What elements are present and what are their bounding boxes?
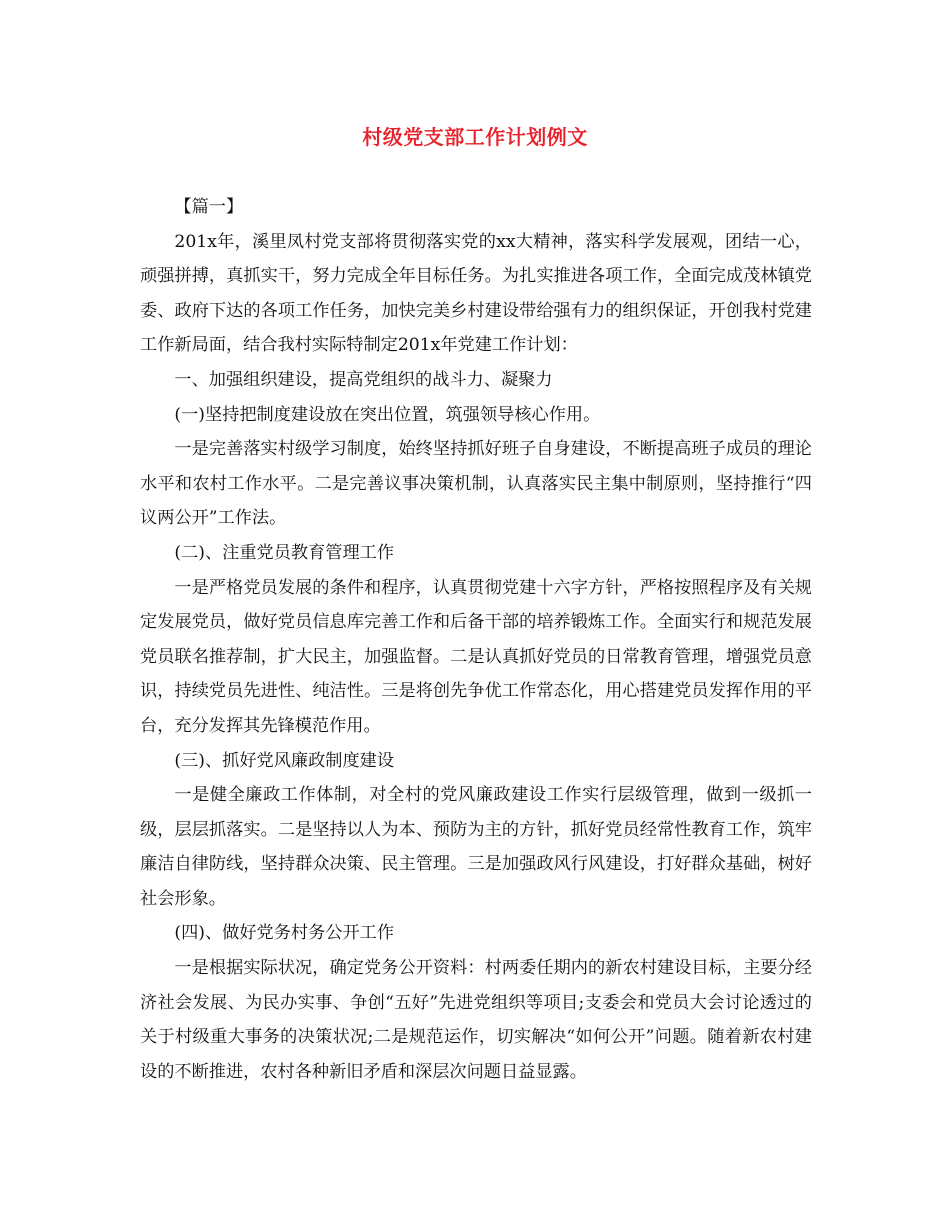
subheading-3: (三)、抓好党风廉政制度建设 xyxy=(174,750,395,771)
paragraph-2: 一是严格党员发展的条件和程序，认真贯彻党建十六字方针，严格按照程序及有关规定发展党员，做好党员信息库完善工作和后备干部的培养锻炼工作。全面实行和规范发展党员联名推荐制，扩大民主，加强监督。二是认真抓好党员的日常教育管理，增强党员意识，持续党员先进性、纯洁性。三是将创先争优工作常态化，用心搭建党员发挥作用的平台，充分发挥其先锋模范作用。 xyxy=(140,577,812,736)
subheading-2: (二)、注重党员教育管理工作 xyxy=(174,542,395,563)
heading-section-one: 一、加强组织建设，提高党组织的战斗力、凝聚力 xyxy=(174,369,553,390)
subheading-1: (一)坚持把制度建设放在突出位置，筑强领导核心作用。 xyxy=(174,404,601,425)
paragraph-3: 一是健全廉政工作体制，对全村的党风廉政建设工作实行层级管理，做到一级抓一级，层层抓落实。二是坚持以人为本、预防为主的方针，抓好党员经常性教育工作，筑牢廉洁自律防线，坚持群众决策、民主管理。三是加强政风行风建设，打好群众基础，树好社会形象。 xyxy=(140,785,812,909)
paragraph-intro: 201x年，溪里凤村党支部将贯彻落实党的xx大精神，落实科学发展观，团结一心，顽强拼搏，真抓实干，努力完成全年目标任务。为扎实推进各项工作，全面完成茂林镇党委、政府下达的各项工作任务，加快完美乡村建设带给强有力的组织保证，开创我村党建工作新局面，结合我村实际特制定201x年党建工作计划： xyxy=(140,231,812,356)
paragraph-1: 一是完善落实村级学习制度，始终坚持抓好班子自身建设，不断提高班子成员的理论水平和农村工作水平。二是完善议事决策机制，认真落实民主集中制原则，坚持推行“四议两公开”工作法。 xyxy=(140,439,812,529)
subheading-4: (四)、做好党务村务公开工作 xyxy=(174,923,395,944)
paragraph-4: 一是根据实际状况，确定党务公开资料：村两委任期内的新农村建设目标，主要分经济社会发展、为民办实事、争创“五好”先进党组织等项目;支委会和党员大会讨论透过的关于村级重大事务的决策状况;二是规范运作，切实解决“如何公开”问题。随着新农村建设的不断推进，农村各种新旧矛盾和深层次问题日益显露。 xyxy=(140,958,812,1082)
document-title: 村级党支部工作计划例文 xyxy=(362,125,588,149)
section-heading-part-one: 【篇一】 xyxy=(174,197,244,217)
document-body xyxy=(140,190,812,1089)
